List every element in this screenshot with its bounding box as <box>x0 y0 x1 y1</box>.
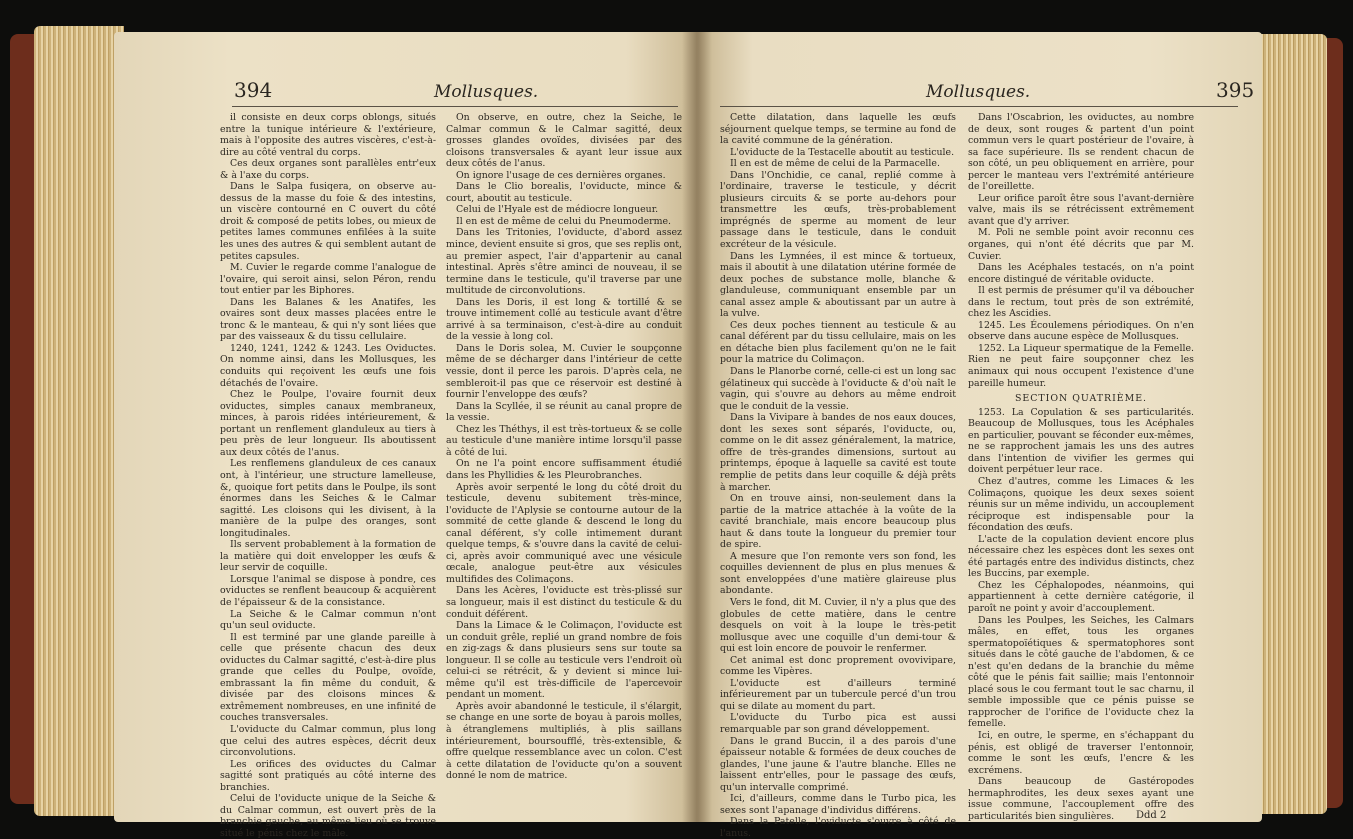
paragraph: L'oviducte du Turbo pica est aussi remarquable par son grand développement. <box>720 712 956 735</box>
paragraph: Dans l'Onchidie, ce canal, replié comme à l'ordinaire, traverse le testicule, y décrit plusieurs circuits & se porte au-dehors pour transmettre les œufs, très-probablement imprégnés de sperme au moment de leur passage dans le testicule, dans le conduit excréteur de la vésicule. <box>720 169 956 251</box>
paragraph: Les orifices des oviductes du Calmar sagitté sont pratiqués au côté interne des branchies. <box>220 758 436 793</box>
page-number-left: 394 <box>234 78 273 102</box>
paragraph: Dans les Poulpes, les Seiches, les Calmars mâles, en effet, tous les organes spermatopoïétiques & spermatophores sont situés dans le côté gauche de l'abdomen, & ce n'est qu'en dedans de la branchie du même côté que le pénis fait saillie; mais l'entonnoir placé sous le cou fermant tout le sac charnu, il semble impossible que ce pénis puisse se rapprocher de l'orifice de l'oviducte chez la femelle. <box>968 614 1194 730</box>
paragraph: On observe, en outre, chez la Seiche, le Calmar commun & le Calmar sagitté, deux grosses glandes ovoïdes, divisées par des cloisons transversales & ayant leur issue aux deux côtés de l'anus. <box>446 112 682 170</box>
paragraph: Ici, en outre, le sperme, en s'échappant du pénis, est obligé de traverser l'entonnoir, comme le sont les œufs, l'encre & les excrémens. <box>968 729 1194 776</box>
paragraph: Dans les Acéphales testacés, on n'a point encore distingué de véritable oviducte. <box>968 262 1194 285</box>
paragraph: Dans le grand Buccin, il a des parois d'une épaisseur notable & formées de deux couches de glandes, l'une jaune & l'autre blanche. Elles ne laissent entr'elles, pour le passage des œufs, qu'un intervalle comprimé. <box>720 735 956 793</box>
paragraph: Cette dilatation, dans laquelle les œufs séjournent quelque temps, se termine au fond de la cavité commune de la génération. <box>720 112 956 147</box>
paragraph: Celui de l'oviducte unique de la Seiche & du Calmar commun, est ouvert près de la branchie gauche, au même lieu où se trouve situé le pénis chez le mâle. <box>220 793 436 839</box>
paragraph: Il est permis de présumer qu'il va déboucher dans le rectum, tout près de son extrémité, chez les Ascidies. <box>968 285 1194 320</box>
paragraph: Dans le Clio borealis, l'oviducte, mince & court, aboutit au testicule. <box>446 181 682 204</box>
paragraph: Dans la Patelle, l'oviducte s'ouvre à côté de l'anus. <box>720 816 956 839</box>
paragraph: Lorsque l'animal se dispose à pondre, ces oviductes se renflent beaucoup & acquièrent de l'épaisseur & de la consistance. <box>220 573 436 608</box>
paragraph: Après avoir abandonné le testicule, il s'élargit, se change en une sorte de boyau à parois molles, à étranglemens multipliés, à plis saillans intérieurement, boursoufflé, très-extensible, & offre quelque ressemblance avec un colon. C'est à cette dilatation de l'oviducte qu'on a souvent donné le nom de matrice. <box>446 700 682 782</box>
paragraph: Ces deux poches tiennent au testicule & au canal déférent par du tissu cellulaire, mais on les en détache bien plus facilement qu'on ne le fait pour la matrice du Colimaçon. <box>720 319 956 366</box>
paragraph: 1252. La Liqueur spermatique de la Femelle. Rien ne peut faire soupçonner chez les animaux qui nous occupent l'existence d'une pareille humeur. <box>968 342 1194 389</box>
left-page-column-2 <box>446 112 682 782</box>
paragraph: M. Poli ne semble point avoir reconnu ces organes, qui n'ont été décrits que par M. Cuvier. <box>968 227 1194 262</box>
paragraph: L'acte de la copulation devient encore plus nécessaire chez les espèces dont les sexes ont été partagés entre des individus distincts, chez les Buccins, par exemple. <box>968 533 1194 580</box>
paragraph: Dans les Balanes & les Anatifes, les ovaires sont deux masses placées entre le tronc & le manteau, & qui n'y sont liées que par des vaisseaux & du tissu cellulaire. <box>220 296 436 343</box>
paragraph: Cet animal est donc proprement ovovivipare, comme les Vipères. <box>720 654 956 678</box>
paragraph: Il en est de même de celui de la Parmacelle. <box>730 158 940 170</box>
paragraph: Dans l'Oscabrion, les oviductes, au nombre de deux, sont rouges & partent d'un point commun vers le quart postérieur de l'ovaire, à sa face supérieure. Ils se rendent chacun de son côté, un peu obliquement en arrière, pour percer le manteau vers l'extrémité antérieure de l'oreillette. <box>968 112 1194 193</box>
paragraph: L'oviducte du Calmar commun, plus long que celui des autres espèces, décrit deux circonvolutions. <box>220 723 436 759</box>
paragraph: il consiste en deux corps oblongs, situés entre la tunique intérieure & l'extérieure, mais à l'opposite des autres viscères, c'est-à-dire au côté ventral du corps. <box>220 112 436 158</box>
page-edges-left <box>34 26 124 816</box>
header-rule-right <box>720 106 1238 107</box>
paragraph: Après avoir serpenté le long du côté droit du testicule, devenu subitement très-mince, l'oviducte de l'Aplysie se contourne autour de la sommité de cette glande & descend le long du canal déférent, s'y colle intimement durant quelque temps, & s'ouvre dans la cavité de celui-ci, après avoir communiqué avec une vésicule œcale, analogue peut-être aux vésicules multifides des Colimaçons. <box>446 481 682 585</box>
paragraph: Dans la Vivipare à bandes de nos eaux douces, dont les sexes sont séparés, l'oviducte, ou, comme on le dit assez généralement, la matrice, offre de très-grandes dimensions, surtout au printemps, époque à laquelle sa cavité est toute remplie de petits dans leur coquille & déjà prêts à marcher. <box>720 412 956 493</box>
paragraph: Les renflemens glanduleux de ces canaux ont, à l'intérieur, une structure lamelleuse, &, quoique fort petits dans le Poulpe, ils sont énormes dans les Seiches & le Calmar sagitté. Les cloisons qui les divisent, à la manière de la pulpe des oranges, sont longitudinales. <box>220 458 436 539</box>
paragraph: 1253. La Copulation & ses particularités. Beaucoup de Mollusques, tous les Acéphales en particulier, pouvant se féconder eux-mêmes, ne se rapprochent jamais les uns des autres dans l'intention de vivifier les germes qui doivent perpétuer leur race. <box>968 406 1194 476</box>
left-page-column-1 <box>220 112 436 839</box>
open-book <box>10 14 1343 839</box>
right-page-column-2 <box>968 112 1194 822</box>
running-head-left: Mollusques. <box>434 82 539 102</box>
paragraph: Ces deux organes sont parallèles entr'eux & à l'axe du corps. <box>220 158 436 181</box>
paragraph: L'oviducte de la Testacelle aboutit au testicule. <box>730 146 955 158</box>
paragraph: Il est terminé par une glande pareille à celle que présente chacun des deux oviductes du Calmar sagitté, c'est-à-dire plus grande que celles du Poulpe, ovoïde, embrassant la fin même du conduit, & divisée par des cloisons minces & extrêmement nombreuses, en une infinité de couches transversales. <box>220 631 436 724</box>
paragraph: Dans beaucoup de Gastéropodes hermaphrodites, les deux sexes ayant une issue commune, l'accouplement offre des particularités bien singulières. <box>968 776 1194 822</box>
paragraph: Leur orifice paroît être sous l'avant-dernière valve, mais ils se rétrécissent extrêmement avant que d'y arriver. <box>968 192 1194 227</box>
running-head-right: Mollusques. <box>926 82 1031 102</box>
paragraph: Celui de l'Hyale est de médiocre longueur. <box>456 204 659 216</box>
paragraph: Chez le Poulpe, l'ovaire fournit deux oviductes, simples canaux membraneux, minces, à parois ridées intérieurement, & portant un renflement glanduleux au tiers à peu près de leur longueur. Ils aboutissent aux deux côtés de l'anus. <box>220 389 436 458</box>
paragraph: L'oviducte est d'ailleurs terminé inférieurement par un tubercule percé d'un trou qui se dilate au moment du part. <box>720 677 956 712</box>
section-heading: SECTION QUATRIÈME. <box>1014 393 1148 405</box>
header-rule-left <box>232 106 678 107</box>
paragraph: Vers le fond, dit M. Cuvier, il n'y a plus que des globules de cette matière, dans le centre desquels on voit à la loupe le très-petit mollusque avec une coquille d'un demi-tour & qui est loin encore de pouvoir le renfermer. <box>720 596 956 655</box>
right-page <box>696 32 1262 839</box>
paragraph: Il en est de même de celui du Pneumoderme. <box>456 215 672 227</box>
paragraph: 1240, 1241, 1242 & 1243. Les Oviductes. On nomme ainsi, dans les Mollusques, les conduits qui reçoivent les œufs une fois détachés de l'ovaire. <box>220 342 436 389</box>
paragraph: Dans les Doris, il est long & tortillé & se trouve intimement collé au testicule avant d'être arrivé à sa terminaison, c'est-à-dire au conduit de la vessie à long col. <box>446 296 682 343</box>
page-edges-right <box>1259 34 1327 814</box>
paragraph: La Seiche & le Calmar commun n'ont qu'un seul oviducte. <box>220 608 436 632</box>
left-page <box>114 32 696 839</box>
paragraph: Chez d'autres, comme les Limaces & les Colimaçons, quoique les deux sexes soient réunis sur un même individu, un accouplement réciproque est indispensable pour la fécondation des œufs. <box>968 475 1194 534</box>
paragraph: On ignore l'usage de ces dernières organes. <box>456 169 666 181</box>
paragraph: Ici, d'ailleurs, comme dans le Turbo pica, les sexes sont l'apanage d'individus différens. <box>720 793 956 816</box>
book-gutter <box>682 32 712 822</box>
signature-mark: Ddd 2 <box>1136 810 1167 821</box>
paragraph: M. Cuvier le regarde comme l'analogue de l'ovaire, qui seroit ainsi, selon Péron, rendu tout entier par les Biphores. <box>220 262 436 297</box>
paragraph: Dans le Planorbe corné, celle-ci est un long sac gélatineux qui succède à l'oviducte & d'où naît le vagin, qui s'ouvre au dehors au même endroit que le conduit de la vessie. <box>720 366 956 412</box>
paragraph: On en trouve ainsi, non-seulement dans la partie de la matrice attachée à la voûte de la cavité branchiale, mais encore beaucoup plus haut & dans toute la longueur du premier tour de spire. <box>720 493 956 551</box>
paragraph: Chez les Céphalopodes, néanmoins, qui appartiennent à cette dernière catégorie, il paroît ne point y avoir d'accouplement. <box>968 579 1194 614</box>
paragraph: Dans la Scyllée, il se réunit au canal propre de la vessie. <box>446 400 682 424</box>
paragraph: Dans les Acères, l'oviducte est très-plissé sur sa longueur, mais il est distinct du testicule & du conduit déférent. <box>446 585 682 620</box>
paragraph: Dans les Tritonies, l'oviducte, d'abord assez mince, devient ensuite si gros, que ses replis ont, au premier aspect, l'air d'appartenir au canal intestinal. Après s'être aminci de nouveau, il se termine dans le testicule, qu'il traverse par une multitude de circonvolutions. <box>446 227 682 297</box>
paragraph: Dans le Salpa fusiqera, on observe au-dessus de la masse du foie & des intestins, un viscère contourné en C ouvert du côté droit & composé de petits lobes, ou mieux de petites lames communes enfilées à la suite les unes des autres & qui semblent autant de petites capsules. <box>220 181 436 262</box>
paragraph: Dans la Limace & le Colimaçon, l'oviducte est un conduit grêle, replié un grand nombre de fois en zig-zags & dans plusieurs sens sur toute sa longueur. Il se colle au testicule vers l'endroit où celui-ci se rétrécit, & y devient si mince lui-même qu'il est très-difficile de l'apercevoir pendant un moment. <box>446 620 682 701</box>
paragraph: 1245. Les Écoulemens périodiques. On n'en observe dans aucune espèce de Mollusques. <box>968 319 1194 343</box>
paragraph: A mesure que l'on remonte vers son fond, les coquilles deviennent de plus en plus menues & sont enveloppées d'une matière glaireuse plus abondante. <box>720 550 956 597</box>
page-number-right: 395 <box>1216 78 1255 102</box>
paragraph: On ne l'a point encore suffisamment étudié dans les Phyllidies & les Pleurobranches. <box>446 458 682 481</box>
paragraph: Ils servent probablement à la formation de la matière qui doit envelopper les œufs & leur servir de coquille. <box>220 539 436 574</box>
right-page-column-1 <box>720 112 956 839</box>
paragraph: Chez les Théthys, il est très-tortueux & se colle au testicule d'une manière intime lorsqu'il passe à côté de lui. <box>446 423 682 458</box>
paragraph: Dans le Doris solea, M. Cuvier le soupçonne même de se décharger dans l'intérieur de cette vessie, dont il perce les parois. D'après cela, ne sembleroit-il pas que ce réservoir est destiné à fournir l'enveloppe des œufs? <box>446 342 682 401</box>
paragraph: Dans les Lymnées, il est mince & tortueux, mais il aboutit à une dilatation utérine formée de deux poches de substance molle, blanche & glanduleuse, communiquant ensemble par un canal assez ample & aboutissant par un autre à la vulve. <box>720 250 956 320</box>
